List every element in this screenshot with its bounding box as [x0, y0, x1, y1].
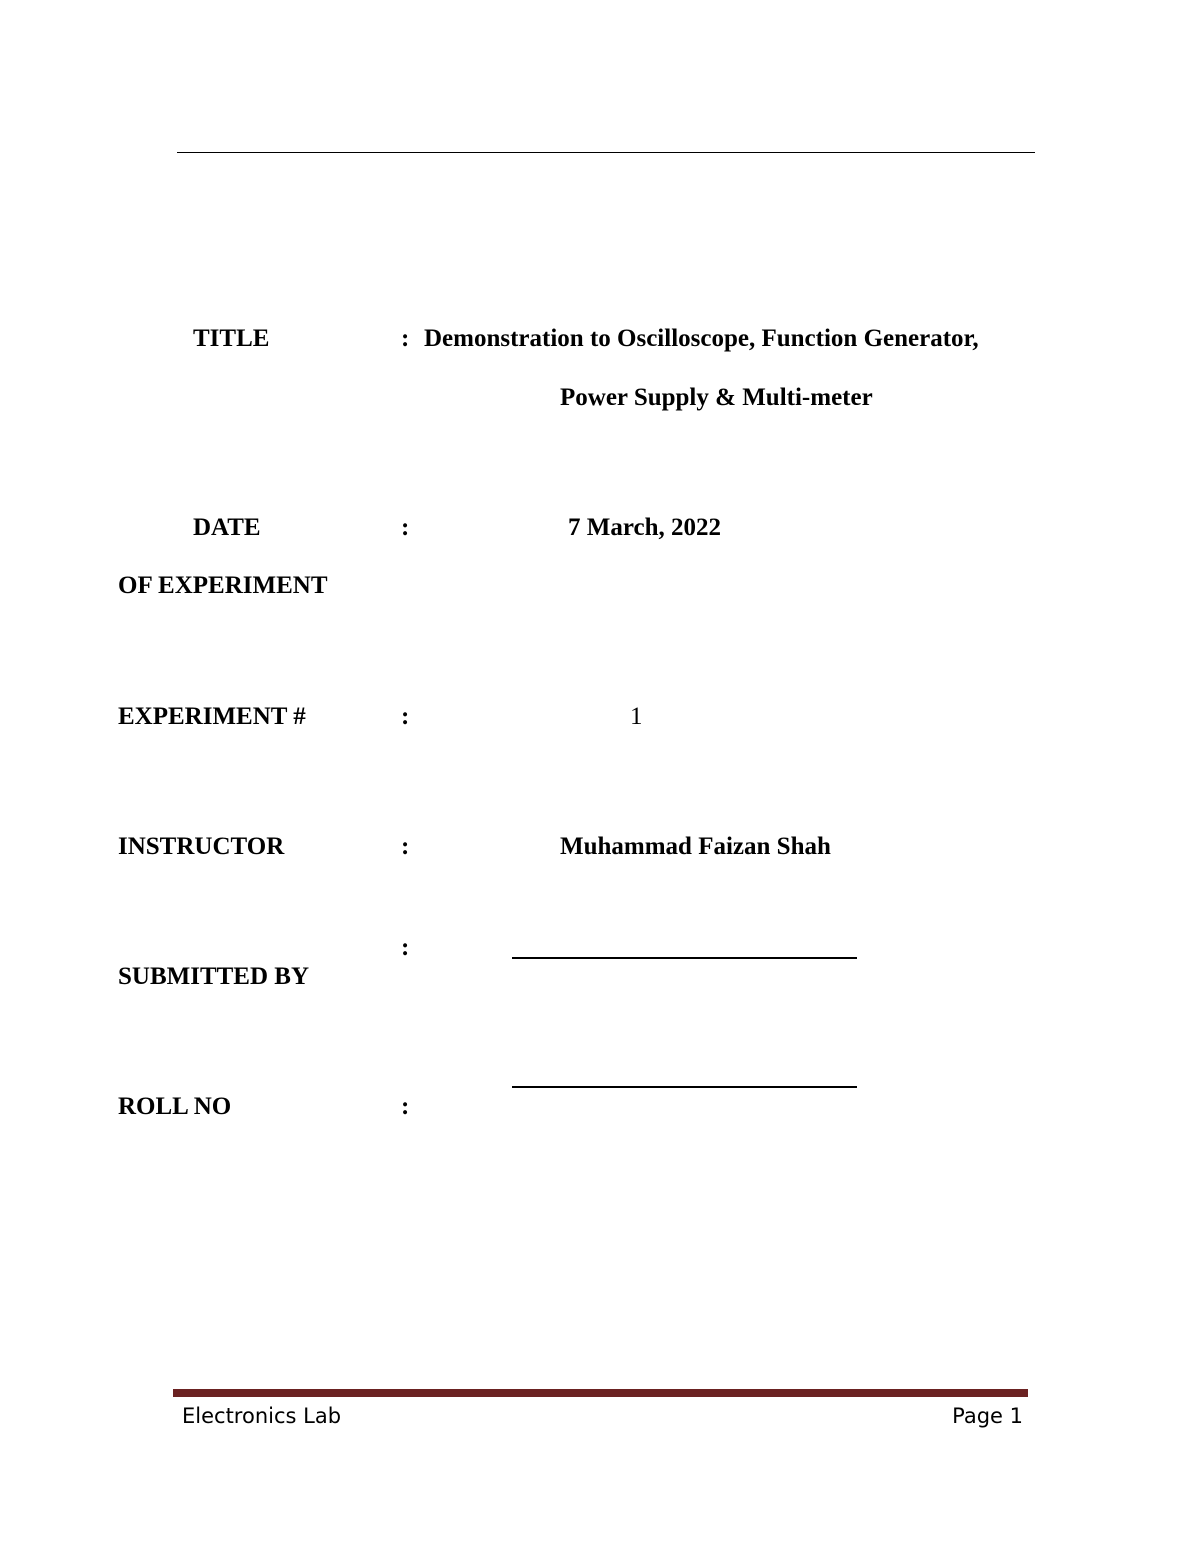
date-value: 7 March, 2022	[568, 514, 721, 541]
instructor-label: INSTRUCTOR	[118, 833, 285, 860]
roll-no-blank-line	[512, 1086, 857, 1088]
title-value-line2: Power Supply & Multi-meter	[560, 384, 873, 411]
footer-page-number: Page 1	[952, 1404, 1023, 1428]
instructor-colon: :	[401, 833, 410, 860]
date-label: DATE	[193, 514, 261, 541]
footer-course-name: Electronics Lab	[182, 1404, 342, 1428]
title-colon: :	[401, 325, 410, 352]
roll-no-colon: :	[401, 1093, 410, 1120]
footer-bar	[173, 1389, 1028, 1397]
instructor-value: Muhammad Faizan Shah	[560, 833, 831, 860]
title-value-line1: Demonstration to Oscilloscope, Function Generator,	[424, 325, 979, 352]
experiment-number-colon: :	[401, 703, 410, 730]
submitted-by-label: SUBMITTED BY	[118, 963, 310, 990]
experiment-number-label: EXPERIMENT #	[118, 703, 306, 730]
header-rule	[177, 152, 1035, 153]
submitted-by-blank-line	[512, 957, 857, 959]
submitted-by-colon: :	[401, 934, 410, 961]
title-label: TITLE	[193, 325, 270, 352]
roll-no-label: ROLL NO	[118, 1093, 232, 1120]
experiment-number-value: 1	[630, 703, 643, 730]
date-colon: :	[401, 514, 410, 541]
date-label-continued: OF EXPERIMENT	[118, 572, 328, 599]
